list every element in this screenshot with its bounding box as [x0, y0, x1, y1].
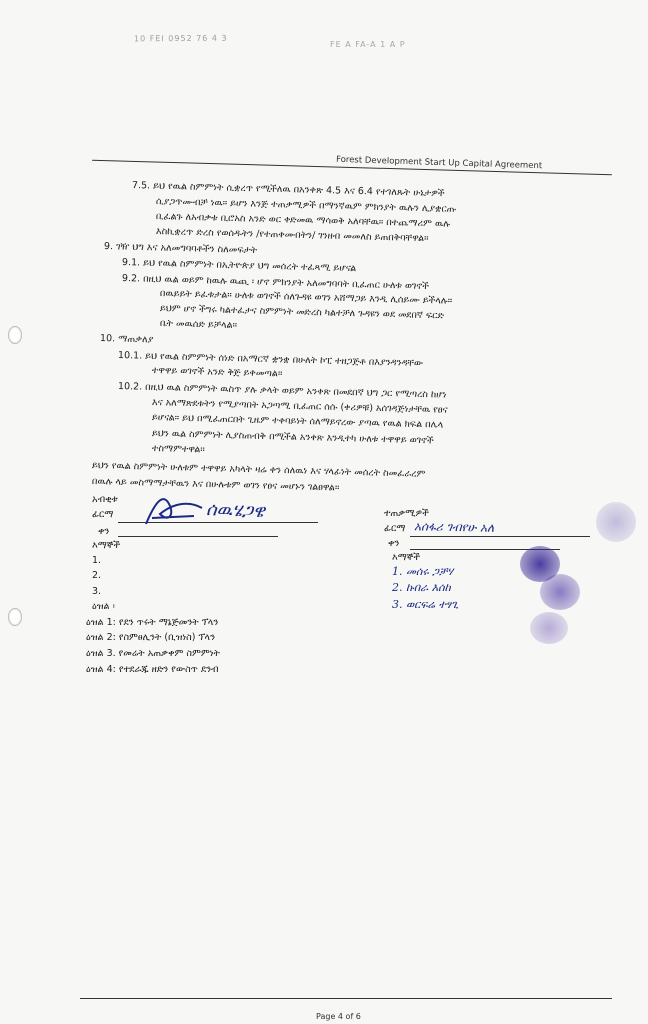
witness-line: 2. ኩበራ እሰከ [392, 581, 451, 594]
clause-line: እስኪቋረጥ ድረስ የወሰዱትን /የተጠቀሙበትን/ ገንዘብ መመለስ ይጠበቅባቸዋል። [155, 226, 429, 245]
punch-hole-top [8, 326, 22, 344]
clause-line: ቢፈልጉ ለአብቃቱ ቢሮአስ አንድ ወር ቀድመዉ ማሳወቅ አለባቸዉ። በተጨማሪም ዉሉ [155, 211, 451, 230]
clause-line: 9.2. በዚህ ዉል ወይም ከዉሉ ዉጪ ፡ ሆኖ ምክንያት አለመግባባት ቢፈጠር ሁለቱ ወገኖች [121, 273, 430, 293]
date-label: ቀን [98, 526, 110, 537]
witnesses-label: እማኞች [92, 540, 121, 551]
clause-line: ሲያጋጥሙብቻ ነዉ። ይሆን እንጅ ተጠቃሚዎች በማንኛዉም ምክንያት ዉሉን ሊያቋርጡ [155, 196, 457, 215]
clause-line: በዉይይት ይፈቱታል። ሁለቱ ወገኖች ሰለጉዳዩ ወገን አሸማጋይ እንዲ ሊሰይሙ ይችላሉ። [159, 288, 453, 307]
beneficiary-signature: አሰፋሪ ገብየሁ አለ [413, 519, 495, 535]
party-label-provider: አብቂቱ [92, 494, 118, 505]
annexes-title: ዕዝል ፡ [92, 601, 115, 612]
witness-line: 3. [92, 586, 102, 597]
sign-label: ፊርማ [384, 523, 406, 534]
clause-line: ይሆናል። ይህ በሚፈጠርበት ጊዜም ተቀባይነት ሰለማይኖረው ያጣዉ የዉል ክፍል በሌላ [151, 412, 444, 431]
provider-signature: ሰዉሄጋዌ [205, 498, 266, 523]
clause-line: 7.5. ይህ የዉል ስምምነት ሲቋረጥ የሚችለዉ በአንቀጽ 4.5 እና 6.4 የተገለጹት ሁኔታዎች [131, 180, 445, 200]
clause-line: 9.1. ይህ የዉል ስምምነት በኢትዮጵያ ህግ መሰረት ተፈጻሚ ይሆናል [121, 257, 357, 275]
annex-item: ዕዝል 2: የስምፀሊንት (ቢዝነስ) ፕላን [86, 632, 216, 643]
party-label-beneficiaries: ተጠቃሚዎች [384, 508, 429, 519]
annex-item: ዕዝል 3. የመሬት አጠቃቀም ስምምነት [86, 648, 220, 659]
punch-hole-bottom [8, 608, 22, 626]
closing-line: በዉሉ ላይ መስማማታቸዉን እና በሁሉቱም ወገን የፀና መሆኑን ገልፀዋል። [91, 476, 340, 494]
clause-line: ቤት መዉሰድ ይቻላል። [159, 318, 238, 332]
closing-line: ይህን የዉል ስምምነት ሁለቱም ተዋዋይ አካላት ዛሬ ቀን ሰለዉነ እና ሃላፊነት መሰረት ስመፈራረም [91, 460, 426, 480]
sign-label: ፊርማ [92, 509, 114, 520]
fax-header-right: FE A FA-A 1 A P [330, 40, 406, 49]
clause-heading: 10. ማጠቃለያ [99, 333, 154, 346]
annex-item: ዕዝል 4: የተደራጁ ዘድን የውስጥ ደንብ [86, 664, 219, 675]
fingerprint-stamp [540, 574, 580, 610]
fingerprint-stamp [530, 612, 568, 644]
clause-line: ተስማምተዋል። [151, 443, 205, 456]
fax-header-left: 10 FEI 0952 76 4 3 [133, 33, 228, 44]
date-line [118, 536, 278, 537]
clause-line: ይህም ሆኖ ችግሩ ካልተፈታና ስምምነት መድረስ ካልተቻለ ጉዳዩን ወደ መደበኛ ፍርድ [159, 303, 445, 322]
clause-line: 10.2. በዚህ ዉል ስምምነት ዉስጥ ያሉ ቃላት ወይም አንቀጽ በመደበኛ ህግ ጋር የሚጣረስ ከሆነ [117, 381, 447, 401]
annex-item: ዕዝል 1: የደን ጥሩት ማኔጅመንት ፕላን [86, 617, 219, 628]
witness-line: 1. [92, 555, 102, 566]
clause-line: ተዋዋይ ወገኖች አንድ ቅጅ ይቀመጣል። [151, 365, 283, 380]
fingerprint-stamp [596, 502, 636, 542]
signature-scribble [142, 490, 206, 530]
witness-line: 1. መሰሩ ጋቻሃ [392, 565, 454, 578]
clause-heading: 9. ገዥ ህግ እና አለመግባባቶችን ስለመፍታት [103, 241, 258, 257]
sign-line [410, 536, 590, 537]
clause-line: ይህን ዉል ስምምነት ሊያስጠብቅ በሚችል አንቀጽ እንዲተካ ሁለቱ ተዋዋይ ወገኖች [151, 428, 434, 447]
footer-rule [80, 998, 612, 999]
clause-line: እና አለማጽደቱትን የሚያጣበት አጋጣሚ ቢፈጠር ሰሱ (ቀሪዎቹ) አሰገዳጅነታቸዉ የፀና [151, 397, 448, 416]
page-number: Page 4 of 6 [316, 1012, 361, 1021]
date-label: ቀን [388, 538, 400, 549]
witness-line: 3. ወርፍሬ ተፃጊ [392, 598, 459, 611]
witnesses-label: እማኞች [392, 552, 421, 563]
witness-line: 2. [92, 570, 102, 581]
clause-line: 10.1. ይህ የዉል ስምምነት ሰነድ በአማርኛ ቋንቋ በሁለት ኮፒ ተዘጋጅቶ በእያንዳንዳቸው [117, 350, 424, 369]
running-head: Forest Development Start Up Capital Agreement [335, 154, 543, 172]
